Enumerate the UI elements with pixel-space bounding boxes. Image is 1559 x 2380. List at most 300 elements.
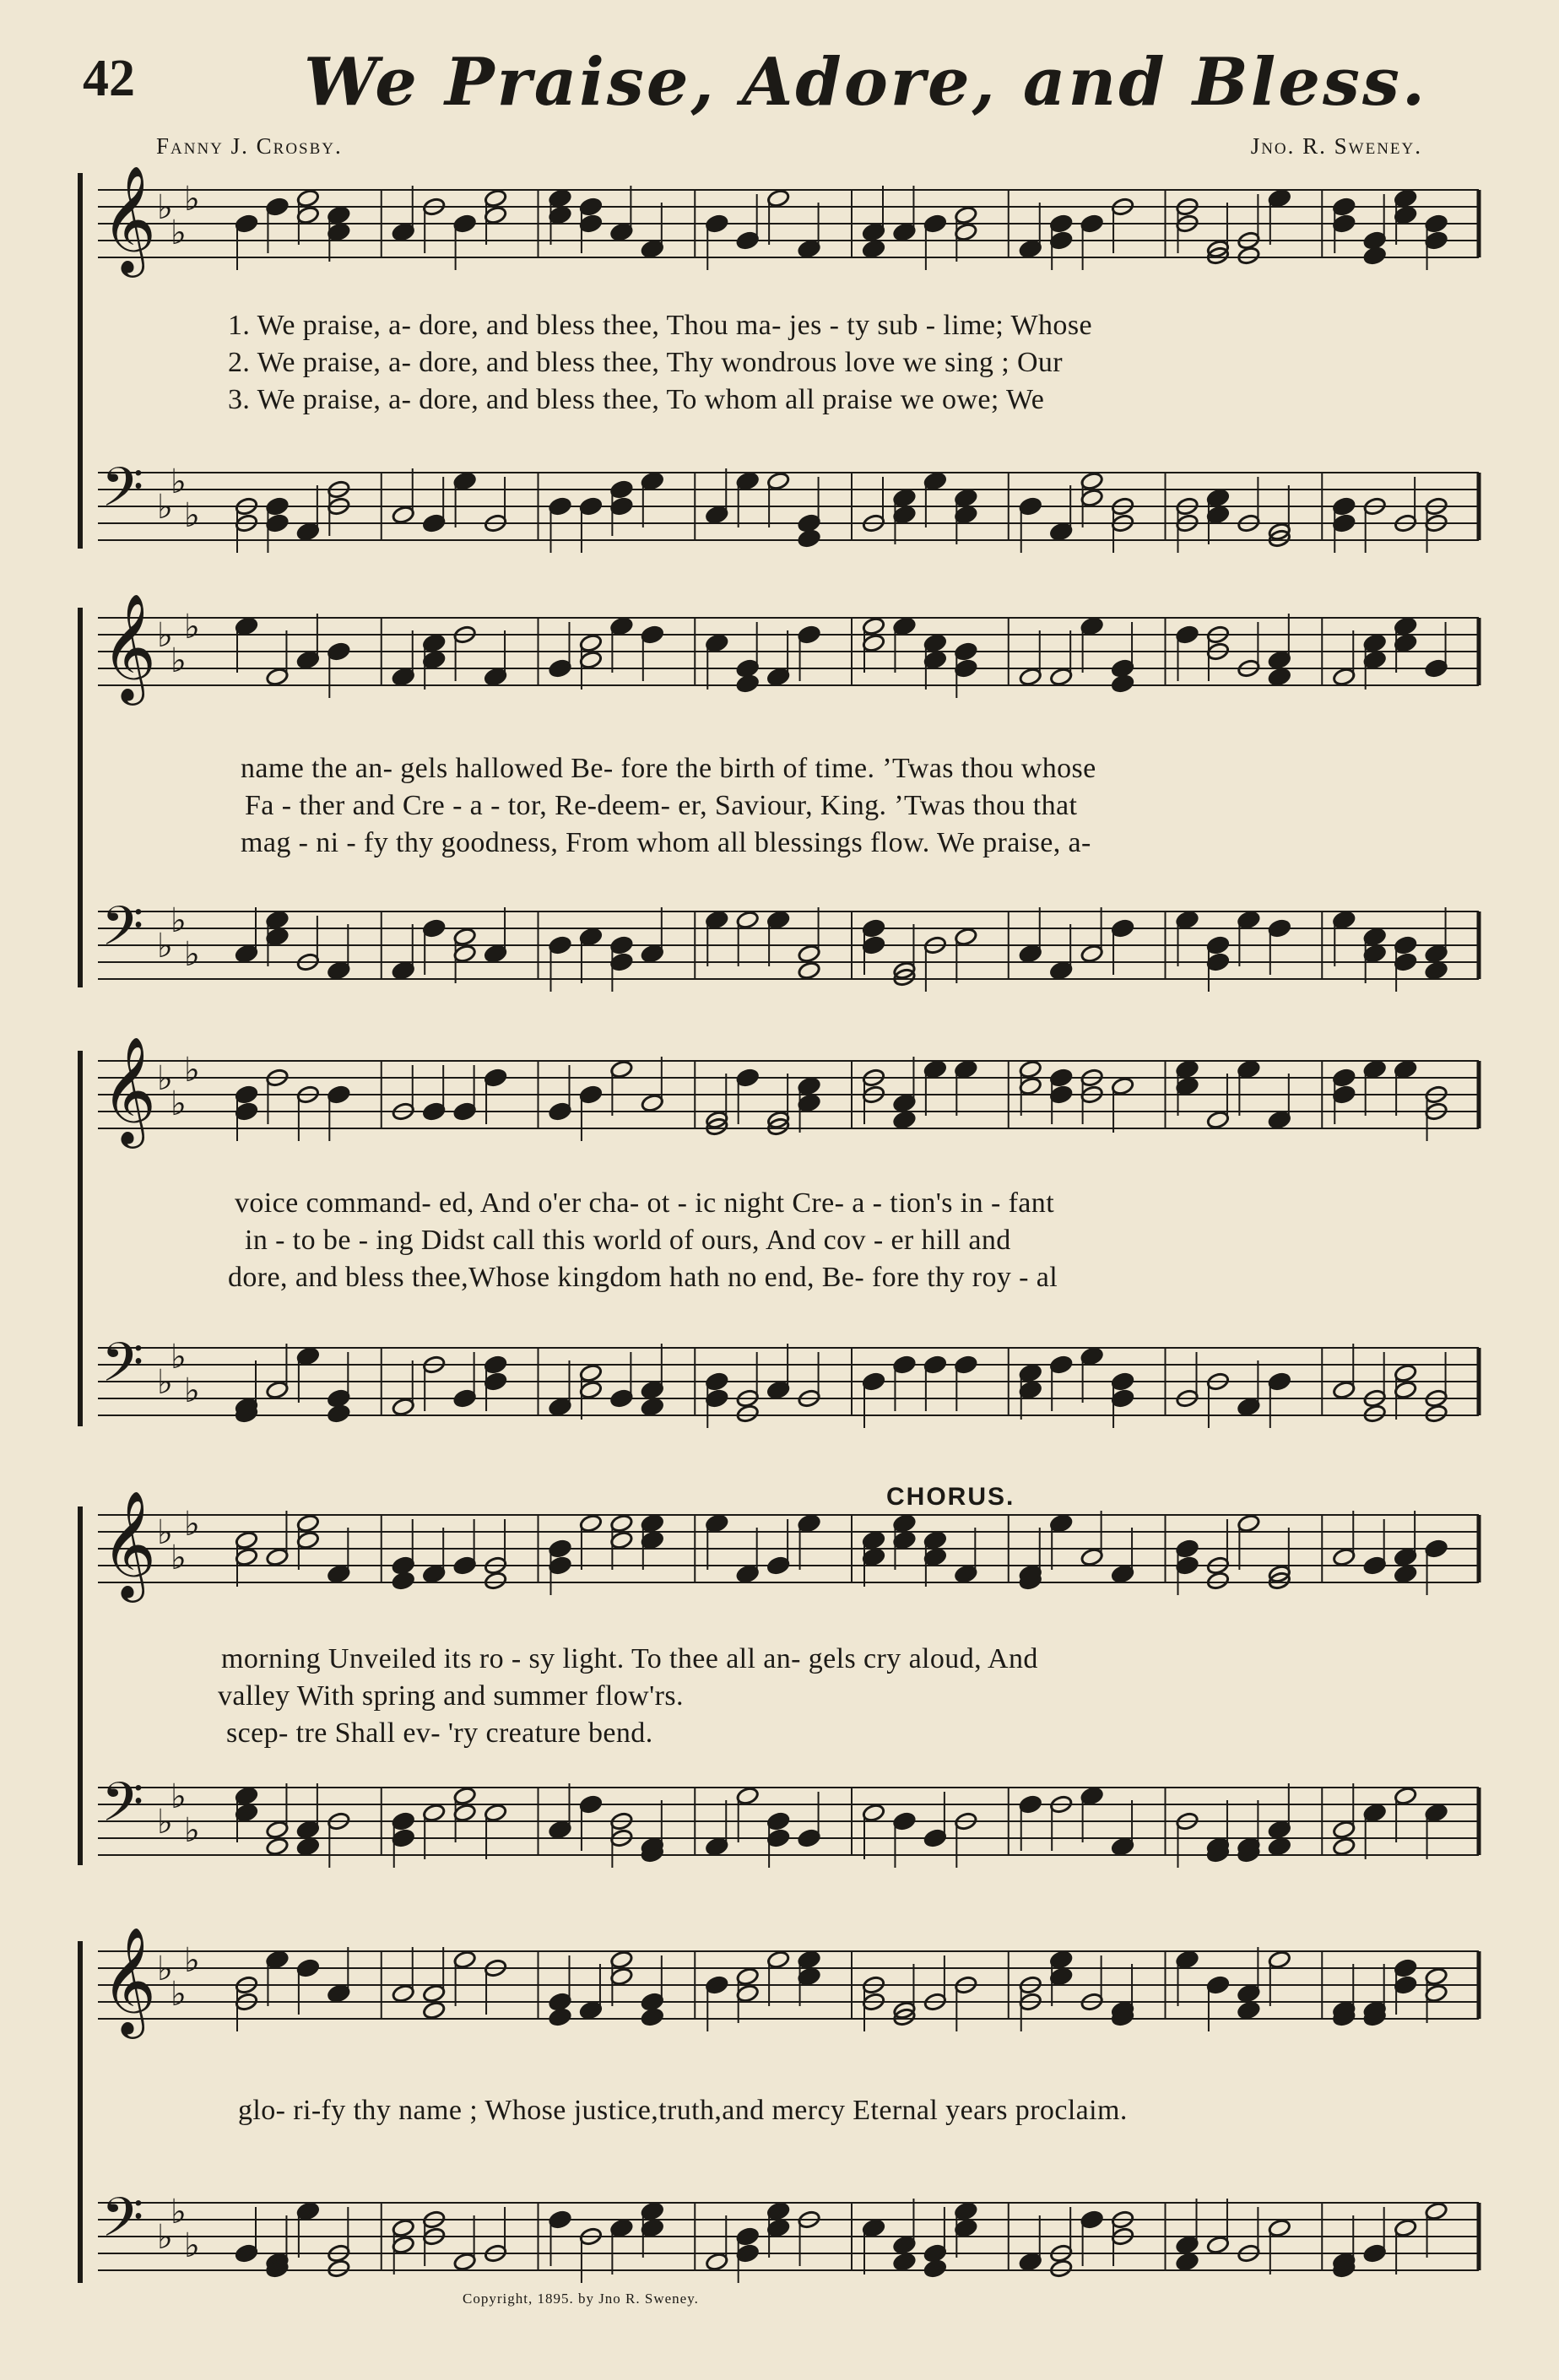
lyricist-credit: Fanny J. Crosby. (156, 133, 343, 159)
note-head-icon (548, 935, 571, 955)
note-head-icon (923, 2243, 947, 2263)
note-head-icon (862, 1803, 885, 1822)
note-head-icon (1019, 239, 1042, 258)
note-head-icon (1237, 910, 1260, 929)
note-head-icon (1425, 1539, 1448, 1558)
note-head-icon (705, 633, 728, 652)
flat-icon: ♭ (184, 608, 200, 646)
note-head-icon (923, 1530, 947, 1550)
note-head-icon (1019, 2252, 1042, 2271)
note-head-icon (641, 625, 664, 644)
lyric-verse-3: mag - ni - fy thy goodness, From whom all blessings flow. We praise, a- (241, 827, 1091, 858)
flat-icon: ♭ (171, 462, 187, 501)
note-head-icon (422, 513, 446, 533)
note-head-icon (579, 1363, 603, 1382)
note-head-icon (453, 214, 477, 233)
note-head-icon (736, 658, 760, 678)
treble-staff (98, 165, 1479, 273)
lyric-verse-2: Fa - ther and Cre - a - tor, Re-deem- er, Saviour, King. ’Twas thou that (245, 790, 1078, 821)
note-head-icon (327, 641, 350, 661)
note-head-icon (609, 616, 633, 636)
note-head-icon (392, 505, 415, 524)
note-head-icon (392, 1555, 415, 1575)
bass-staff-lines (98, 1332, 1479, 1415)
note-head-icon (235, 1085, 258, 1104)
note-head-icon (327, 1983, 350, 2003)
note-head-icon (798, 1513, 821, 1533)
note-head-icon (641, 239, 664, 258)
note-head-icon (862, 1371, 885, 1391)
flat-icon: ♭ (184, 1941, 200, 1980)
note-head-icon (579, 2000, 603, 2020)
note-head-icon (766, 1811, 790, 1831)
note-head-icon (1049, 1068, 1073, 1087)
note-head-icon (392, 667, 415, 686)
bass-staff-lines (98, 457, 1479, 540)
note-head-icon (1332, 667, 1356, 686)
note-head-icon (327, 960, 350, 980)
note-head-icon (1019, 1059, 1042, 1079)
note-head-icon (892, 616, 916, 636)
note-head-icon (422, 1564, 446, 1583)
note-head-icon (609, 1388, 633, 1408)
note-head-icon (1394, 935, 1417, 955)
flat-icon: ♭ (157, 1950, 173, 1988)
lyric-chorus: glo- ri-fy thy name ; Whose justice,truth,and mercy Eternal years proclaim. (238, 2095, 1128, 2126)
note-head-icon (798, 1950, 821, 1969)
lyric-verse-1: voice command- ed, And o'er cha- ot - ic night Cre- a - tion's in - fant (235, 1187, 1055, 1219)
hymn-title: We Praise, Adore, and Bless. (304, 44, 1428, 121)
lyric-verse-2: 2. We praise, a- dore, and bless thee, Thy wondrous love we sing ; Our (228, 347, 1064, 378)
flat-icon: ♭ (184, 180, 200, 219)
bass-staff (98, 2187, 1479, 2270)
note-head-icon (1049, 1950, 1073, 1969)
note-head-icon (235, 1786, 258, 1805)
note-head-icon (1268, 1110, 1291, 1129)
note-head-icon (862, 1530, 885, 1550)
note-head-icon (296, 1820, 320, 1839)
note-head-icon (892, 1513, 916, 1533)
note-head-icon (641, 471, 664, 490)
flat-icon: ♭ (157, 188, 173, 227)
note-head-icon (392, 222, 415, 241)
note-head-icon (265, 1547, 289, 1566)
note-head-icon (766, 188, 790, 208)
flat-icon: ♭ (157, 616, 173, 655)
note-head-icon (1425, 2201, 1448, 2220)
note-head-icon (892, 2235, 916, 2254)
note-head-icon (453, 927, 477, 946)
note-head-icon (609, 479, 633, 499)
note-head-icon (798, 239, 821, 258)
note-head-icon (1206, 1975, 1230, 1994)
note-head-icon (548, 658, 571, 678)
flat-icon: ♭ (171, 1975, 187, 2014)
bass-staff-lines (98, 2187, 1479, 2270)
note-head-icon (1268, 650, 1291, 669)
note-head-icon (235, 214, 258, 233)
note-head-icon (1268, 2218, 1291, 2237)
bass-clef-icon: 𝄢 (101, 2187, 144, 2263)
note-head-icon (892, 1093, 916, 1112)
note-head-icon (265, 667, 289, 686)
note-head-icon (609, 1950, 633, 1969)
note-head-icon (1049, 214, 1073, 233)
note-head-icon (954, 1059, 977, 1079)
note-head-icon (422, 1101, 446, 1121)
note-head-icon (1111, 1564, 1134, 1583)
note-head-icon (548, 1820, 571, 1839)
note-head-icon (1425, 1803, 1448, 1822)
note-head-icon (1268, 1371, 1291, 1391)
treble-staff (98, 1036, 1479, 1144)
note-head-icon (1175, 1539, 1199, 1558)
music-system-5 (78, 1926, 1479, 2291)
note-head-icon (422, 1983, 446, 2003)
note-head-icon (1206, 1110, 1230, 1129)
note-head-icon (766, 1380, 790, 1399)
note-head-icon (453, 1786, 477, 1805)
note-head-icon (296, 1958, 320, 1977)
note-head-icon (954, 2201, 977, 2220)
bass-staff (98, 457, 1479, 540)
flat-icon: ♭ (184, 1811, 200, 1850)
note-head-icon (579, 633, 603, 652)
note-head-icon (327, 1564, 350, 1583)
treble-staff-lines (98, 1036, 1479, 1144)
note-head-icon (265, 1380, 289, 1399)
note-head-icon (548, 1101, 571, 1121)
bass-clef-icon: 𝄢 (101, 457, 144, 533)
note-head-icon (1394, 2218, 1417, 2237)
treble-staff (98, 592, 1479, 700)
note-head-icon (641, 1992, 664, 2011)
note-head-icon (923, 214, 947, 233)
note-head-icon (798, 625, 821, 644)
note-head-icon (954, 488, 977, 507)
note-head-icon (1394, 1786, 1417, 1805)
flat-icon: ♭ (157, 488, 173, 527)
note-head-icon (609, 2218, 633, 2237)
note-head-icon (296, 522, 320, 541)
note-head-icon (1363, 1555, 1387, 1575)
flat-icon: ♭ (157, 927, 173, 966)
note-head-icon (1237, 1513, 1260, 1533)
note-head-icon (1049, 1513, 1073, 1533)
treble-clef-icon: 𝄞 (101, 1490, 157, 1598)
note-head-icon (923, 1355, 947, 1374)
flat-icon: ♭ (157, 1363, 173, 1402)
lyric-verse-2: in - to be - ing Didst call this world of ours, And cov - er hill and (245, 1225, 1011, 1256)
note-head-icon (1363, 633, 1387, 652)
note-head-icon (1363, 2243, 1387, 2263)
flat-icon: ♭ (157, 2218, 173, 2257)
note-head-icon (1111, 1836, 1134, 1856)
bass-staff (98, 1771, 1479, 1855)
note-head-icon (453, 1388, 477, 1408)
note-head-icon (296, 1346, 320, 1366)
note-head-icon (1268, 188, 1291, 208)
flat-icon: ♭ (171, 1338, 187, 1377)
note-head-icon (1394, 1363, 1417, 1382)
note-head-icon (1425, 1966, 1448, 1986)
note-head-icon (1080, 214, 1104, 233)
flat-icon: ♭ (171, 214, 187, 252)
note-head-icon (265, 1820, 289, 1839)
note-head-icon (1332, 197, 1356, 216)
note-head-icon (1049, 522, 1073, 541)
note-head-icon (954, 1355, 977, 1374)
note-head-icon (265, 496, 289, 516)
flat-icon: ♭ (171, 641, 187, 680)
bass-clef-icon: 𝄢 (101, 1332, 144, 1408)
note-head-icon (954, 641, 977, 661)
lyric-verse-3: 3. We praise, a- dore, and bless thee, To whom all praise we owe; We (228, 384, 1045, 415)
note-head-icon (327, 205, 350, 224)
note-head-icon (705, 1371, 728, 1391)
note-head-icon (1175, 625, 1199, 644)
note-head-icon (736, 471, 760, 490)
note-head-icon (1049, 667, 1073, 686)
note-head-icon (736, 230, 760, 250)
flat-icon: ♭ (171, 1539, 187, 1577)
note-head-icon (798, 1828, 821, 1847)
treble-staff-lines (98, 592, 1479, 700)
note-head-icon (453, 1555, 477, 1575)
treble-clef-icon: 𝄞 (101, 165, 157, 273)
flat-icon: ♭ (171, 1777, 187, 1816)
lyric-verse-3: dore, and bless thee,Whose kingdom hath no end, Be- fore thy roy - al (228, 1262, 1058, 1293)
flat-icon: ♭ (184, 496, 200, 535)
note-head-icon (705, 1513, 728, 1533)
note-head-icon (296, 2201, 320, 2220)
note-head-icon (235, 944, 258, 963)
note-head-icon (484, 188, 507, 208)
bass-staff-lines (98, 895, 1479, 979)
treble-staff-lines (98, 165, 1479, 273)
note-head-icon (392, 1811, 415, 1831)
note-head-icon (1019, 667, 1042, 686)
flat-icon: ♭ (157, 1059, 173, 1098)
note-head-icon (1019, 496, 1042, 516)
note-head-icon (296, 188, 320, 208)
note-head-icon (265, 197, 289, 216)
lyric-verse-2: valley With spring and summer flow'rs. (218, 1680, 684, 1712)
bass-staff-lines (98, 1771, 1479, 1855)
note-head-icon (1206, 935, 1230, 955)
composer-credit: Jno. R. Sweney. (1250, 133, 1422, 159)
treble-staff-lines (98, 1926, 1479, 2034)
note-head-icon (548, 2210, 571, 2229)
note-head-icon (548, 1539, 571, 1558)
note-head-icon (548, 188, 571, 208)
note-head-icon (1175, 910, 1199, 929)
note-head-icon (1019, 944, 1042, 963)
lyric-verse-1: 1. We praise, a- dore, and bless thee, Thou ma- jes - ty sub - lime; Whose (228, 310, 1092, 341)
note-head-icon (392, 960, 415, 980)
note-head-icon (1080, 1346, 1104, 1366)
music-system-4 (78, 1483, 1479, 1878)
note-head-icon (609, 222, 633, 241)
note-head-icon (1394, 1547, 1417, 1566)
note-head-icon (453, 1950, 477, 1969)
note-head-icon (579, 1085, 603, 1104)
note-head-icon (1175, 2235, 1199, 2254)
note-head-icon (892, 222, 916, 241)
note-head-icon (1363, 1059, 1387, 1079)
note-head-icon (705, 1836, 728, 1856)
flat-icon: ♭ (157, 1803, 173, 1842)
flat-icon: ♭ (184, 1371, 200, 1410)
lyric-verse-3: scep- tre Shall ev- 'ry creature bend. (226, 1717, 653, 1749)
flat-icon: ♭ (171, 2193, 187, 2231)
note-head-icon (892, 1355, 916, 1374)
note-head-icon (798, 1076, 821, 1095)
note-head-icon (422, 918, 446, 938)
note-head-icon (641, 1513, 664, 1533)
note-head-icon (1332, 496, 1356, 516)
note-head-icon (1332, 1380, 1356, 1399)
note-head-icon (736, 910, 760, 929)
note-head-icon (798, 944, 821, 963)
note-head-icon (705, 505, 728, 524)
note-head-icon (892, 1811, 916, 1831)
note-head-icon (1019, 1794, 1042, 1814)
note-head-icon (484, 1355, 507, 1374)
note-head-icon (609, 1513, 633, 1533)
note-head-icon (923, 633, 947, 652)
treble-clef-icon: 𝄞 (101, 1036, 157, 1144)
note-head-icon (422, 633, 446, 652)
note-head-icon (954, 205, 977, 224)
note-head-icon (265, 910, 289, 929)
note-head-icon (1332, 910, 1356, 929)
bass-clef-icon: 𝄢 (101, 895, 144, 971)
note-head-icon (954, 927, 977, 946)
lyric-verse-1: name the an- gels hallowed Be- fore the birth of time. ’Twas thou whose (241, 753, 1096, 784)
note-head-icon (1175, 1059, 1199, 1079)
note-head-icon (736, 1966, 760, 1986)
note-head-icon (923, 1828, 947, 1847)
note-head-icon (609, 1059, 633, 1079)
note-head-icon (641, 944, 664, 963)
note-head-icon (641, 2201, 664, 2220)
note-head-icon (453, 471, 477, 490)
note-head-icon (1049, 1355, 1073, 1374)
note-head-icon (1080, 2210, 1104, 2229)
note-head-icon (1268, 1950, 1291, 1969)
note-head-icon (265, 1950, 289, 1969)
note-head-icon (923, 471, 947, 490)
note-head-icon (327, 1388, 350, 1408)
note-head-icon (1268, 918, 1291, 938)
note-head-icon (1394, 188, 1417, 208)
note-head-icon (641, 1093, 664, 1112)
note-head-icon (892, 488, 916, 507)
note-head-icon (1049, 960, 1073, 980)
bass-staff (98, 895, 1479, 979)
note-head-icon (484, 944, 507, 963)
note-head-icon (235, 1530, 258, 1550)
note-head-icon (579, 927, 603, 946)
note-head-icon (736, 2226, 760, 2246)
treble-staff (98, 1926, 1479, 2034)
music-system-3 (78, 1036, 1479, 1439)
note-head-icon (1206, 2235, 1230, 2254)
note-head-icon (392, 1397, 415, 1416)
note-head-icon (862, 2218, 885, 2237)
note-head-icon (862, 918, 885, 938)
treble-clef-icon: 𝄞 (101, 1926, 157, 2034)
note-head-icon (705, 214, 728, 233)
note-head-icon (862, 616, 885, 636)
note-head-icon (766, 2201, 790, 2220)
chorus-label: CHORUS. (886, 1483, 1015, 1511)
note-head-icon (548, 1397, 571, 1416)
note-head-icon (392, 2218, 415, 2237)
note-head-icon (1363, 230, 1387, 250)
note-head-icon (548, 1992, 571, 2011)
note-head-icon (705, 2252, 728, 2271)
note-head-icon (453, 1101, 477, 1121)
note-head-icon (1425, 214, 1448, 233)
note-head-icon (453, 2252, 477, 2271)
note-head-icon (1111, 918, 1134, 938)
note-head-icon (766, 910, 790, 929)
note-head-icon (736, 1564, 760, 1583)
flat-icon: ♭ (157, 1513, 173, 1552)
note-head-icon (548, 496, 571, 516)
note-head-icon (1080, 471, 1104, 490)
note-head-icon (705, 910, 728, 929)
copyright-notice: Copyright, 1895. by Jno R. Sweney. (463, 2291, 699, 2307)
note-head-icon (1080, 944, 1104, 963)
flat-icon: ♭ (184, 935, 200, 974)
note-head-icon (579, 1794, 603, 1814)
lyric-verse-1: morning Unveiled its ro - sy light. To thee all an- gels cry aloud, And (221, 1643, 1038, 1674)
note-head-icon (1237, 1397, 1260, 1416)
note-head-icon (392, 1983, 415, 2003)
note-head-icon (1394, 1958, 1417, 1977)
flat-icon: ♭ (184, 2226, 200, 2265)
note-head-icon (641, 1380, 664, 1399)
note-head-icon (1268, 1820, 1291, 1839)
flat-icon: ♭ (184, 1505, 200, 1544)
bass-staff (98, 1332, 1479, 1415)
note-head-icon (484, 1803, 507, 1822)
note-head-icon (1332, 1547, 1356, 1566)
flat-icon: ♭ (171, 901, 187, 940)
note-head-icon (235, 2243, 258, 2263)
note-head-icon (766, 471, 790, 490)
flat-icon: ♭ (184, 1051, 200, 1090)
note-head-icon (1175, 1950, 1199, 1969)
note-head-icon (1425, 944, 1448, 963)
note-head-icon (609, 935, 633, 955)
bass-clef-icon: 𝄢 (101, 1771, 144, 1847)
note-head-icon (1332, 1820, 1356, 1839)
note-head-icon (1237, 1059, 1260, 1079)
note-head-icon (1394, 1059, 1417, 1079)
note-head-icon (1080, 1786, 1104, 1805)
note-head-icon (579, 496, 603, 516)
note-head-icon (1363, 1803, 1387, 1822)
note-head-icon (954, 1564, 977, 1583)
music-system-1 (78, 165, 1479, 561)
note-head-icon (705, 1975, 728, 1994)
note-head-icon (296, 650, 320, 669)
note-head-icon (1019, 1363, 1042, 1382)
